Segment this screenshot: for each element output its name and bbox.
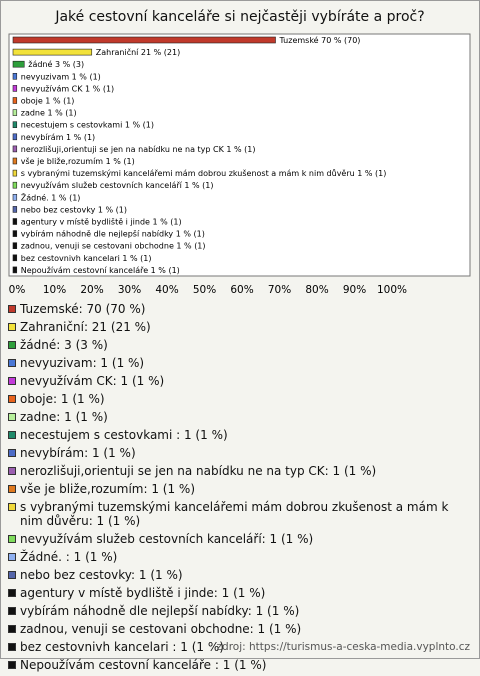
legend-item-7 xyxy=(8,428,470,442)
legend-text-0: Tuzemské: 70 (70 %) xyxy=(20,302,146,316)
bar-label-19: Nepoužívám cestovní kanceláře 1 % (1) xyxy=(20,265,180,275)
legend-swatch-4 xyxy=(8,377,16,385)
bar-label-4: nevyužívám CK 1 % (1) xyxy=(20,84,115,94)
bar-label-15: agentury v místě bydliště i jinde 1 % (1) xyxy=(20,217,182,227)
bar-14 xyxy=(13,206,17,212)
chart-title: Jaké cestovní kanceláře si nejčastěji vybíráte a proč? xyxy=(55,9,425,25)
legend-text-12: nevyužívám služeb cestovních kanceláří: 1 (1 %) xyxy=(20,532,314,546)
bar-label-18: bez cestovnivh kancelari 1 % (1) xyxy=(20,253,152,263)
legend-text-17: zadnou, venuji se cestovani obchodne: 1 (1 %) xyxy=(20,622,302,636)
legend-swatch-15 xyxy=(8,589,16,597)
legend-swatch-14 xyxy=(8,571,16,579)
legend-swatch-6 xyxy=(8,413,16,421)
legend-swatch-16 xyxy=(8,607,16,615)
legend-text-5: oboje: 1 (1 %) xyxy=(20,392,105,406)
legend-swatch-9 xyxy=(8,467,16,475)
legend-swatch-10 xyxy=(8,485,16,493)
x-tick-9: 90% xyxy=(342,284,367,296)
legend-item-5 xyxy=(8,392,470,406)
x-tick-5: 50% xyxy=(192,284,217,296)
legend-swatch-5 xyxy=(8,395,16,403)
legend-item-10 xyxy=(8,482,470,496)
legend-item-16 xyxy=(8,604,470,618)
legend-item-17 xyxy=(8,622,470,636)
legend-item-1 xyxy=(8,320,470,334)
legend-item-2 xyxy=(8,338,470,352)
legend-swatch-13 xyxy=(8,553,16,561)
bar-3 xyxy=(13,73,17,79)
legend-swatch-18 xyxy=(8,643,16,651)
legend-item-13 xyxy=(8,550,470,564)
legend-text-4: nevyužívám CK: 1 (1 %) xyxy=(20,374,165,388)
bar-16 xyxy=(13,231,17,237)
x-tick-2: 20% xyxy=(80,284,104,296)
bar-0 xyxy=(13,37,276,43)
legend-text-1: Zahraniční: 21 (21 %) xyxy=(20,320,151,334)
legend-text-3: nevyuzivam: 1 (1 %) xyxy=(20,356,145,370)
legend-text-8: nevybírám: 1 (1 %) xyxy=(20,446,136,460)
x-tick-3: 30% xyxy=(117,284,142,296)
bar-label-13: Žádné. 1 % (1) xyxy=(20,193,81,203)
legend-item-8 xyxy=(8,446,470,460)
bar-5 xyxy=(13,98,17,104)
legend-item-15 xyxy=(8,586,470,600)
bar-1 xyxy=(13,49,92,55)
bar-label-7: necestujem s cestovkami 1 % (1) xyxy=(20,120,154,130)
x-tick-10: 100% xyxy=(376,284,408,296)
bar-15 xyxy=(13,219,17,225)
bar-9 xyxy=(13,146,17,152)
legend-text-18: bez cestovnivh kancelari : 1 (1 %) xyxy=(20,640,224,654)
legend-item-11 xyxy=(8,500,470,528)
source-credit: zdroj: https://turismus-a-ceska-media.vyplnto.cz xyxy=(216,641,470,653)
legend-swatch-1 xyxy=(8,323,16,331)
bar-17 xyxy=(13,243,17,249)
bar-13 xyxy=(13,194,17,200)
x-axis-ticks xyxy=(9,284,407,296)
legend-text-11: s vybranými tuzemskými kancelářemi mám dobrou zkušenost a mám k nim důvěru: 1 (1 %) xyxy=(20,500,449,528)
bar-label-16: vybírám náhodně dle nejlepší nabídky 1 % (1) xyxy=(20,229,205,239)
legend-swatch-7 xyxy=(8,431,16,439)
legend-item-3 xyxy=(8,356,470,370)
legend-text-2: žádné: 3 (3 %) xyxy=(20,338,108,352)
legend-swatch-19 xyxy=(8,661,16,669)
legend-text-6: zadne: 1 (1 %) xyxy=(20,410,108,424)
legend-swatch-12 xyxy=(8,535,16,543)
legend-text-13: Žádné. : 1 (1 %) xyxy=(20,550,118,564)
bar-label-1: Zahraniční 21 % (21) xyxy=(95,48,181,58)
x-tick-7: 70% xyxy=(267,284,292,296)
bar-label-3: nevyuzivam 1 % (1) xyxy=(20,72,101,82)
bar-12 xyxy=(13,182,17,188)
legend-item-0 xyxy=(8,302,470,316)
bar-label-14: nebo bez cestovky 1 % (1) xyxy=(20,205,127,215)
bar-label-11: s vybranými tuzemskými kancelářemi mám dobrou zkušenost a mám k nim důvěru 1 % (1) xyxy=(20,169,387,179)
legend-item-14 xyxy=(8,568,470,582)
bar-2 xyxy=(13,61,24,67)
bar-18 xyxy=(13,255,17,261)
bar-label-0: Tuzemské 70 % (70) xyxy=(279,36,361,45)
legend-text-7: necestujem s cestovkami : 1 (1 %) xyxy=(20,428,228,442)
bar-label-6: zadne 1 % (1) xyxy=(20,108,77,118)
legend-item-19 xyxy=(8,658,470,672)
legend-text-19: Nepoužívám cestovní kanceláře : 1 (1 %) xyxy=(20,658,267,672)
x-tick-0: 0% xyxy=(8,284,26,296)
bar-label-8: nevybírám 1 % (1) xyxy=(20,132,96,142)
legend xyxy=(8,302,470,676)
legend-text-16: vybírám náhodně dle nejlepší nabídky: 1 (1 %) xyxy=(20,604,300,618)
bar-8 xyxy=(13,134,17,140)
legend-swatch-2 xyxy=(8,341,16,349)
legend-text-9: nerozlišuji,orientuji se jen na nabídku ne na typ CK: 1 (1 %) xyxy=(20,464,377,478)
bar-label-10: vše je bliže,rozumím 1 % (1) xyxy=(20,157,135,166)
bar-7 xyxy=(13,122,17,128)
legend-swatch-3 xyxy=(8,359,16,367)
legend-item-6 xyxy=(8,410,470,424)
bar-chart xyxy=(0,0,480,300)
legend-text-10: vše je bliže,rozumím: 1 (1 %) xyxy=(20,482,196,496)
bar-label-17: zadnou, venuji se cestovani obchodne 1 % (1) xyxy=(20,241,206,251)
legend-item-12 xyxy=(8,532,470,546)
bar-label-5: oboje 1 % (1) xyxy=(20,96,75,106)
x-tick-6: 60% xyxy=(230,284,254,296)
legend-swatch-17 xyxy=(8,625,16,633)
bar-11 xyxy=(13,170,17,176)
legend-text-14: nebo bez cestovky: 1 (1 %) xyxy=(20,568,183,582)
legend-text-15: agentury v místě bydliště i jinde: 1 (1 %) xyxy=(20,586,266,600)
bar-4 xyxy=(13,85,17,91)
bar-10 xyxy=(13,158,17,164)
bar-6 xyxy=(13,110,17,116)
x-tick-1: 10% xyxy=(42,284,67,296)
legend-swatch-0 xyxy=(8,305,16,313)
bar-19 xyxy=(13,267,17,273)
legend-item-4 xyxy=(8,374,470,388)
bar-label-2: žádné 3 % (3) xyxy=(28,60,85,70)
legend-swatch-8 xyxy=(8,449,16,457)
x-tick-8: 80% xyxy=(305,284,329,296)
legend-item-9 xyxy=(8,464,470,478)
bar-label-9: nerozlišuji,orientuji se jen na nabídku ne na typ CK 1 % (1) xyxy=(20,144,256,154)
bar-label-12: nevyužívám služeb cestovních kanceláří 1 % (1) xyxy=(20,181,214,191)
x-tick-4: 40% xyxy=(155,284,179,296)
legend-swatch-11 xyxy=(8,503,16,511)
plot-area xyxy=(9,34,470,276)
